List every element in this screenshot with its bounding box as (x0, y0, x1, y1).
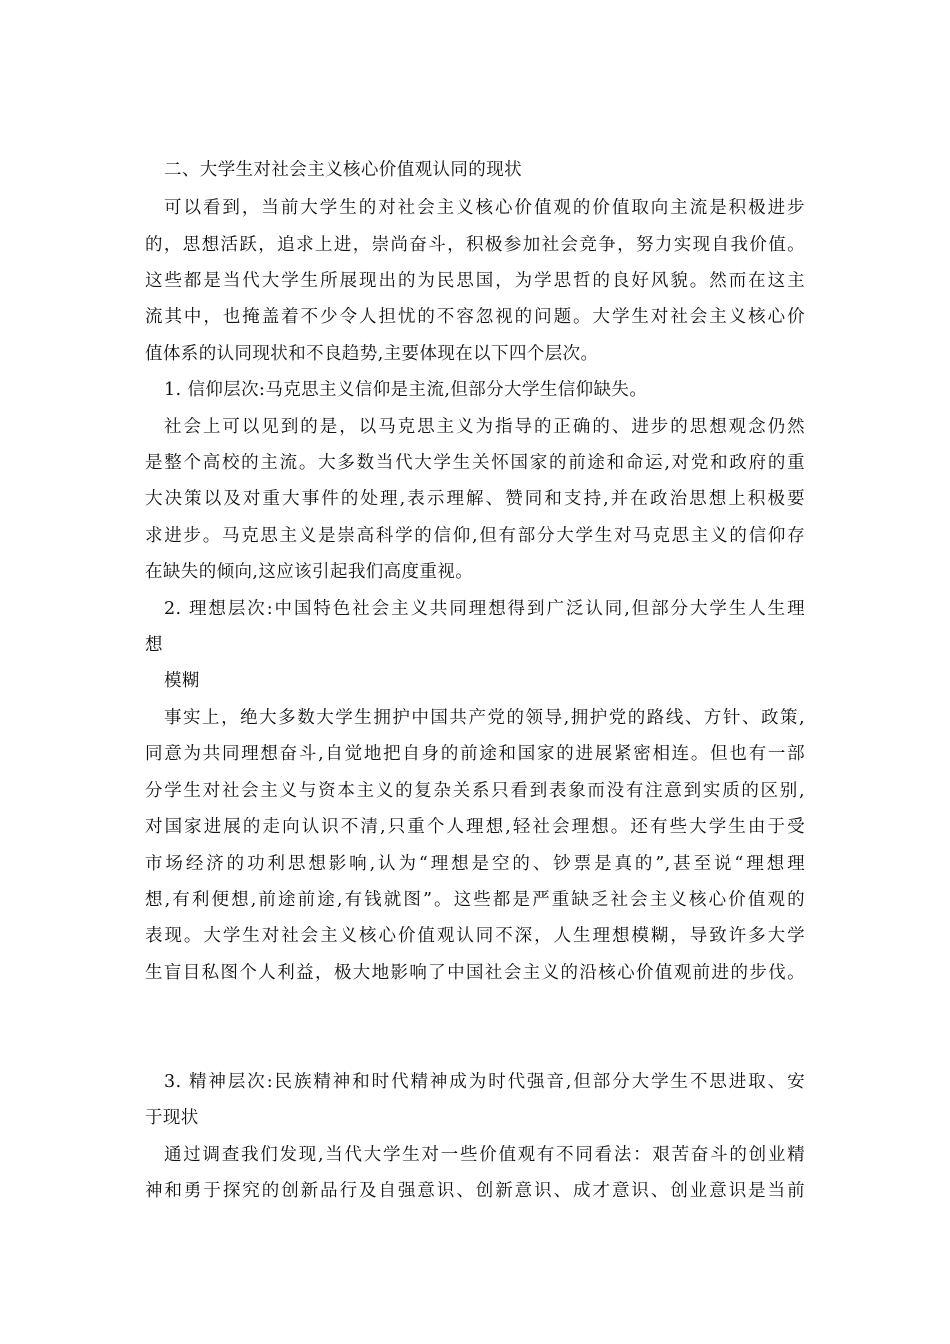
paragraph-line: 市场经济的功利思想影响,认为“理想是空的、钞票是真的”,甚至说“理想理 (145, 854, 805, 874)
paragraph-line: 神和勇于探究的创新品行及自强意识、创新意识、成才意识、创业意识是当前 (145, 1181, 805, 1201)
paragraph-line: 流其中，也掩盖着不少令人担忧的不容忽视的问题。大学生对社会主义核心价 (145, 307, 805, 327)
paragraph-line: 值体系的认同现状和不良趋势,主要体现在以下四个层次。 (145, 344, 599, 364)
paragraph-line: 社会上可以见到的是，以马克思主义为指导的正确的、进步的思想观念仍然 (164, 417, 805, 437)
paragraph-line: 可以看到，当前大学生的对社会主义核心价值观的价值取向主流是积极进步 (164, 198, 805, 218)
list-item-heading-continued: 想 (145, 635, 163, 655)
paragraph-line: 的，思想活跃，追求上进，崇尚奋斗，积极参加社会竞争，努力实现自我价值。 (145, 235, 805, 255)
section-heading: 二、大学生对社会主义核心价值观认同的现状 (164, 160, 522, 180)
paragraph-line: 对国家进展的走向认识不清,只重个人理想,轻社会理想。还有些大学生由于受 (145, 817, 805, 837)
paragraph-line: 模糊 (164, 671, 200, 691)
paragraph-line: 是整个高校的主流。大多数当代大学生关怀国家的前途和命运,对党和政府的重 (145, 453, 805, 473)
paragraph-line: 表现。大学生对社会主义核心价值观认同不深，人生理想模糊，导致许多大学 (145, 926, 805, 946)
list-item-heading-continued: 于现状 (145, 1108, 199, 1128)
paragraph-line: 想,有利便想,前途前途,有钱就图”。这些都是严重缺乏社会主义核心价值观的 (145, 890, 805, 910)
paragraph-line: 在缺失的倾向,这应该引起我们高度重视。 (145, 562, 474, 582)
paragraph-line: 生盲目私图个人利益，极大地影响了中国社会主义的沿核心价值观前进的步伐。 (145, 963, 805, 983)
paragraph-line: 通过调查我们发现,当代大学生对一些价值观有不同看法：艰苦奋斗的创业精 (164, 1145, 805, 1165)
paragraph-line: 这些都是当代大学生所展现出的为民思国，为学思哲的良好风貌。然而在这主 (145, 271, 805, 291)
paragraph-line: 同意为共同理想奋斗,自觉地把自身的前途和国家的进展紧密相连。但也有一部 (145, 744, 805, 764)
paragraph-line: 大决策以及对重大事件的处理,表示理解、赞同和支持,并在政治思想上积极要 (145, 489, 805, 509)
paragraph-line: 事实上，绝大多数大学生拥护中国共产党的领导,拥护党的路线、方针、政策, (164, 708, 805, 728)
list-item-heading: 2. 理想层次:中国特色社会主义共同理想得到广泛认同,但部分大学生人生理 (164, 599, 805, 619)
list-item-heading: 3. 精神层次:民族精神和时代精神成为时代强音,但部分大学生不思进取、安 (164, 1072, 805, 1092)
paragraph-line: 求进步。马克思主义是崇高科学的信仰,但有部分大学生对马克思主义的信仰存 (145, 526, 805, 546)
list-item-heading: 1. 信仰层次:马克思主义信仰是主流,但部分大学生信仰缺失。 (164, 380, 648, 400)
paragraph-line: 分学生对社会主义与资本主义的复杂关系只看到表象而没有注意到实质的区别, (145, 781, 805, 801)
